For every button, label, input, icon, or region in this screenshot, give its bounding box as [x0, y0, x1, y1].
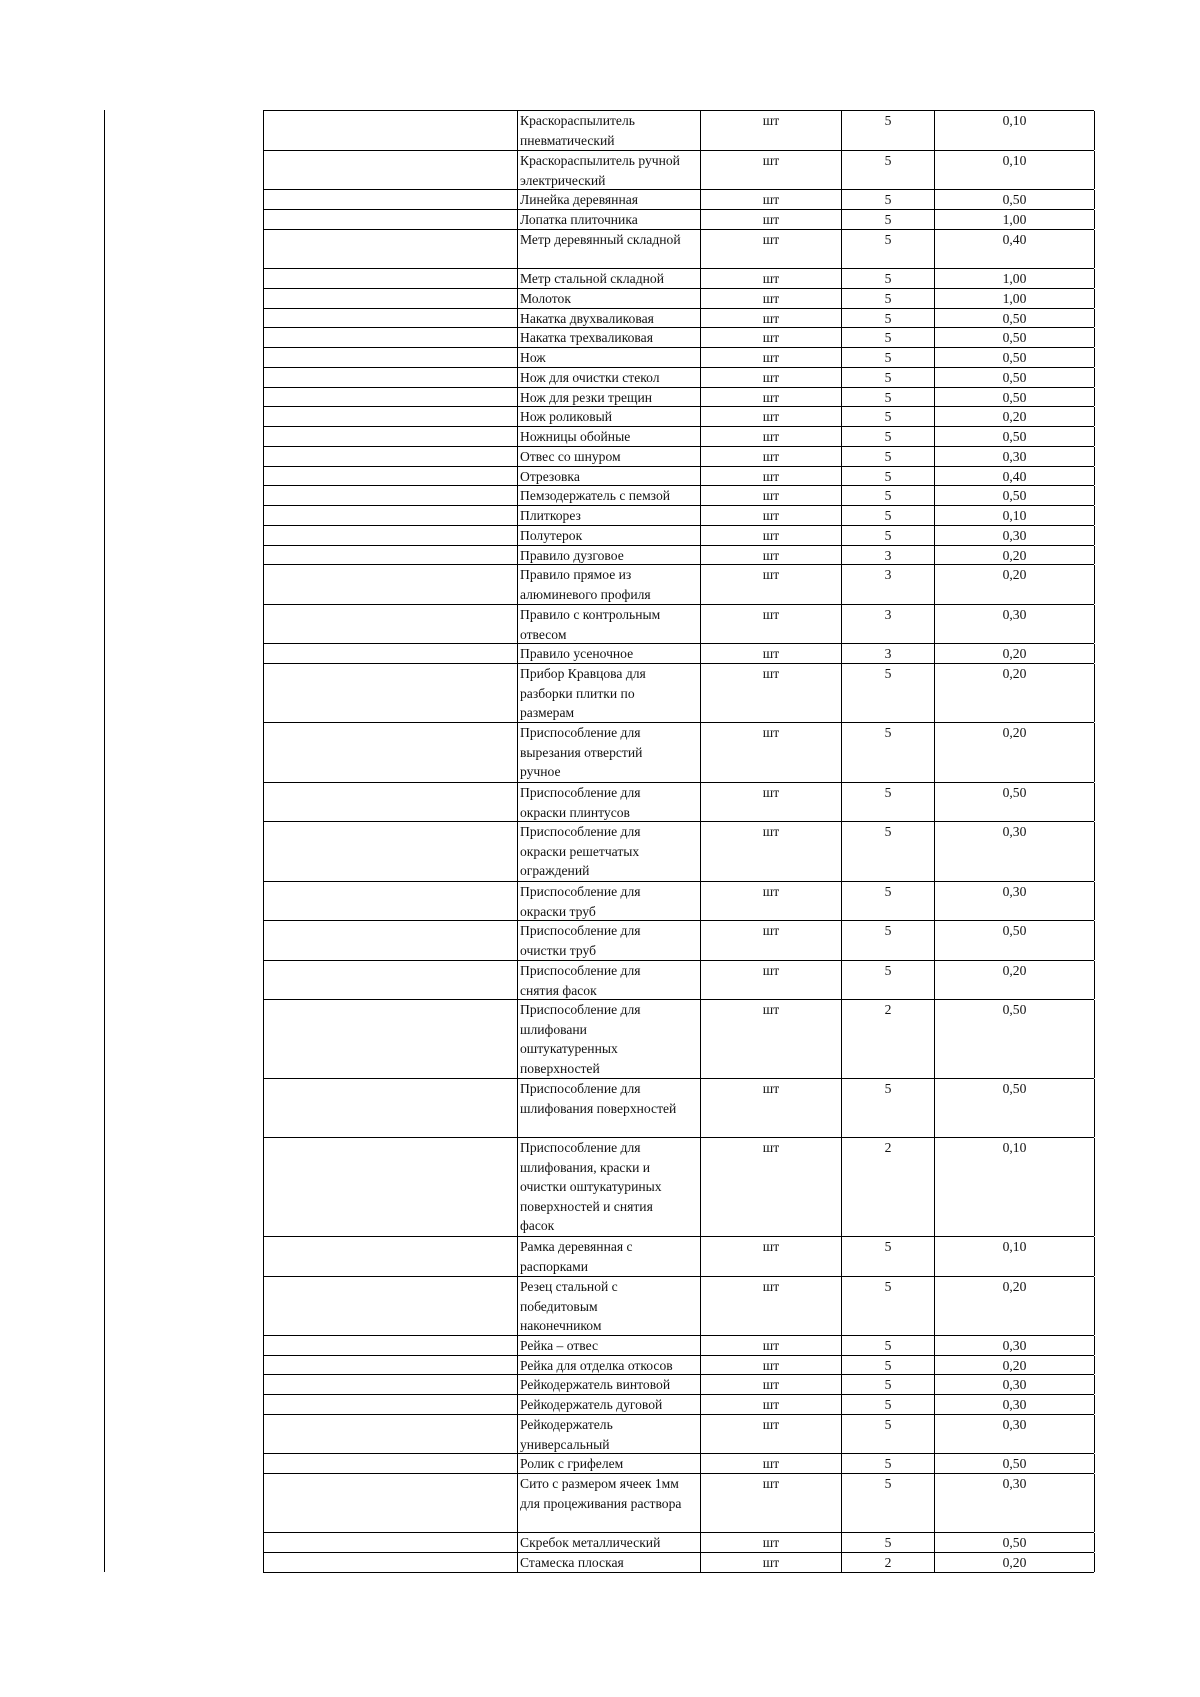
empty-cell	[264, 427, 518, 446]
tool-name-cell: Приспособление для шлифования, краски и очистки оштукатуриных поверхностей и снятия фасок	[518, 1138, 701, 1236]
empty-cell	[264, 388, 518, 406]
unit-cell: шт	[701, 1000, 842, 1078]
tool-name-cell: Нож	[518, 348, 701, 367]
tool-name-cell: Приспособление для вырезания отверстий ручное	[518, 723, 701, 782]
norm-cell: 0,10	[935, 1237, 1095, 1276]
unit-cell: шт	[701, 526, 842, 545]
norm-cell: 0,50	[935, 348, 1095, 367]
unit-cell: шт	[701, 269, 842, 288]
norm-cell: 0,40	[935, 230, 1095, 268]
norm-cell: 0,50	[935, 1454, 1095, 1473]
table-row	[263, 485, 1094, 505]
unit-cell: шт	[701, 309, 842, 327]
quantity-cell: 5	[842, 407, 935, 426]
tool-name-cell: Плиткорез	[518, 506, 701, 525]
table-row	[263, 268, 1094, 288]
norm-cell: 0,30	[935, 526, 1095, 545]
tool-name-cell: Молоток	[518, 289, 701, 308]
tool-name-cell: Ножницы обойные	[518, 427, 701, 446]
norm-cell: 0,40	[935, 467, 1095, 485]
unit-cell: шт	[701, 388, 842, 406]
quantity-cell: 3	[842, 565, 935, 604]
empty-cell	[264, 921, 518, 960]
unit-cell: шт	[701, 1415, 842, 1453]
table-row	[263, 1552, 1094, 1573]
empty-cell	[264, 1415, 518, 1453]
tool-name-cell: Стамеска плоская	[518, 1553, 701, 1572]
quantity-cell: 5	[842, 467, 935, 485]
empty-cell	[264, 1474, 518, 1532]
norm-cell: 0,20	[935, 407, 1095, 426]
tool-name-cell: Нож для очистки стекол	[518, 368, 701, 387]
norm-cell: 1,00	[935, 269, 1095, 288]
norm-cell: 0,20	[935, 644, 1095, 663]
empty-cell	[264, 723, 518, 782]
norm-cell: 0,20	[935, 1277, 1095, 1335]
table-row	[263, 604, 1094, 643]
tool-name-cell: Пемзодержатель с пемзой	[518, 486, 701, 505]
tool-name-cell: Резец стальной с победитовым наконечником	[518, 1277, 701, 1335]
norm-cell: 0,30	[935, 1474, 1095, 1532]
norm-cell: 0,30	[935, 447, 1095, 466]
table-row	[263, 525, 1094, 545]
quantity-cell: 5	[842, 111, 935, 150]
unit-cell: шт	[701, 190, 842, 209]
quantity-cell: 5	[842, 447, 935, 466]
quantity-cell: 5	[842, 1079, 935, 1137]
tool-name-cell: Правило с контрольным отвесом	[518, 605, 701, 643]
quantity-cell: 5	[842, 1474, 935, 1532]
tool-name-cell: Рейка для отделка откосов	[518, 1356, 701, 1374]
table-row	[263, 367, 1094, 387]
norm-cell: 0,10	[935, 1138, 1095, 1236]
unit-cell: шт	[701, 111, 842, 150]
unit-cell: шт	[701, 1336, 842, 1355]
empty-cell	[264, 546, 518, 564]
tool-name-cell: Приспособление для очистки труб	[518, 921, 701, 960]
norm-cell: 0,10	[935, 151, 1095, 189]
unit-cell: шт	[701, 1395, 842, 1414]
norm-cell: 0,50	[935, 921, 1095, 960]
quantity-cell: 5	[842, 368, 935, 387]
unit-cell: шт	[701, 1375, 842, 1394]
unit-cell: шт	[701, 1553, 842, 1572]
table-row	[263, 387, 1094, 406]
norm-cell: 1,00	[935, 210, 1095, 229]
norm-cell: 0,20	[935, 664, 1095, 722]
tool-name-cell: Приспособление для снятия фасок	[518, 961, 701, 999]
unit-cell: шт	[701, 882, 842, 920]
empty-cell	[264, 269, 518, 288]
tool-name-cell: Сито с размером ячеек 1мм для процеживания раствора	[518, 1474, 701, 1532]
empty-cell	[264, 111, 518, 150]
tool-name-cell: Приспособление для окраски решетчатых ограждений	[518, 822, 701, 881]
tool-name-cell: Линейка деревянная	[518, 190, 701, 209]
unit-cell: шт	[701, 427, 842, 446]
unit-cell: шт	[701, 447, 842, 466]
norm-cell: 0,10	[935, 506, 1095, 525]
quantity-cell: 5	[842, 506, 935, 525]
unit-cell: шт	[701, 407, 842, 426]
unit-cell: шт	[701, 565, 842, 604]
empty-cell	[264, 368, 518, 387]
unit-cell: шт	[701, 1138, 842, 1236]
table-row	[263, 1236, 1094, 1276]
table-row	[263, 505, 1094, 525]
tool-name-cell: Метр деревянный складной	[518, 230, 701, 268]
empty-cell	[264, 882, 518, 920]
empty-cell	[264, 1138, 518, 1236]
unit-cell: шт	[701, 1454, 842, 1473]
tool-name-cell: Накатка трехваликовая	[518, 328, 701, 347]
empty-cell	[264, 644, 518, 663]
norm-cell: 0,30	[935, 1415, 1095, 1453]
table-row	[263, 920, 1094, 960]
tool-name-cell: Нож роликовый	[518, 407, 701, 426]
empty-cell	[264, 664, 518, 722]
empty-cell	[264, 1375, 518, 1394]
empty-cell	[264, 447, 518, 466]
unit-cell: шт	[701, 605, 842, 643]
quantity-cell: 5	[842, 783, 935, 821]
quantity-cell: 5	[842, 486, 935, 505]
norm-cell: 0,50	[935, 388, 1095, 406]
table-row	[263, 643, 1094, 663]
quantity-cell: 3	[842, 644, 935, 663]
norm-cell: 0,30	[935, 1336, 1095, 1355]
unit-cell: шт	[701, 467, 842, 485]
empty-cell	[264, 822, 518, 881]
table-row	[263, 406, 1094, 426]
norm-cell: 0,20	[935, 961, 1095, 999]
empty-cell	[264, 210, 518, 229]
quantity-cell: 5	[842, 210, 935, 229]
norm-cell: 0,20	[935, 1356, 1095, 1374]
empty-cell	[264, 1237, 518, 1276]
tool-name-cell: Рейкодержатель универсальный	[518, 1415, 701, 1453]
unit-cell: шт	[701, 328, 842, 347]
quantity-cell: 5	[842, 328, 935, 347]
unit-cell: шт	[701, 368, 842, 387]
norm-cell: 0,20	[935, 723, 1095, 782]
norm-cell: 0,50	[935, 1079, 1095, 1137]
quantity-cell: 5	[842, 427, 935, 446]
norm-cell: 0,10	[935, 111, 1095, 150]
empty-cell	[264, 230, 518, 268]
table-row	[263, 1078, 1094, 1137]
quantity-cell: 5	[842, 1415, 935, 1453]
tool-name-cell: Отвес со шнуром	[518, 447, 701, 466]
table-row	[263, 426, 1094, 446]
table-row	[263, 327, 1094, 347]
quantity-cell: 5	[842, 190, 935, 209]
page-margin-rule	[104, 110, 105, 1572]
tool-name-cell: Краскораспылитель ручной электрический	[518, 151, 701, 189]
tools-table	[263, 110, 1094, 1572]
tool-name-cell: Прибор Кравцова для разборки плитки по размерам	[518, 664, 701, 722]
quantity-cell: 5	[842, 1237, 935, 1276]
empty-cell	[264, 486, 518, 505]
empty-cell	[264, 407, 518, 426]
table-row	[263, 1137, 1094, 1236]
norm-cell: 0,50	[935, 427, 1095, 446]
quantity-cell: 5	[842, 723, 935, 782]
empty-cell	[264, 1533, 518, 1552]
empty-cell	[264, 1079, 518, 1137]
norm-cell: 0,20	[935, 565, 1095, 604]
unit-cell: шт	[701, 486, 842, 505]
tool-name-cell: Полутерок	[518, 526, 701, 545]
table-row	[263, 209, 1094, 229]
tool-name-cell: Скребок металлический	[518, 1533, 701, 1552]
norm-cell: 0,50	[935, 368, 1095, 387]
table-row	[263, 821, 1094, 881]
empty-cell	[264, 506, 518, 525]
quantity-cell: 2	[842, 1000, 935, 1078]
quantity-cell: 2	[842, 1553, 935, 1572]
norm-cell: 0,50	[935, 190, 1095, 209]
quantity-cell: 5	[842, 1336, 935, 1355]
quantity-cell: 5	[842, 1375, 935, 1394]
tool-name-cell: Нож для резки трещин	[518, 388, 701, 406]
table-row	[263, 960, 1094, 999]
tool-name-cell: Правило дузговое	[518, 546, 701, 564]
table-row	[263, 1394, 1094, 1414]
norm-cell: 1,00	[935, 289, 1095, 308]
empty-cell	[264, 348, 518, 367]
empty-cell	[264, 328, 518, 347]
empty-cell	[264, 526, 518, 545]
quantity-cell: 3	[842, 546, 935, 564]
unit-cell: шт	[701, 961, 842, 999]
table-row	[263, 1276, 1094, 1335]
quantity-cell: 5	[842, 822, 935, 881]
quantity-cell: 5	[842, 1533, 935, 1552]
norm-cell: 0,20	[935, 546, 1095, 564]
tool-name-cell: Лопатка плиточника	[518, 210, 701, 229]
quantity-cell: 5	[842, 1454, 935, 1473]
tool-name-cell: Рамка деревянная с распорками	[518, 1237, 701, 1276]
unit-cell: шт	[701, 1079, 842, 1137]
norm-cell: 0,20	[935, 1553, 1095, 1572]
table-row	[263, 110, 1094, 150]
tool-name-cell: Приспособление для окраски труб	[518, 882, 701, 920]
empty-cell	[264, 783, 518, 821]
unit-cell: шт	[701, 1237, 842, 1276]
empty-cell	[264, 309, 518, 327]
unit-cell: шт	[701, 664, 842, 722]
table-row	[263, 229, 1094, 268]
table-row	[263, 564, 1094, 604]
table-row	[263, 722, 1094, 782]
unit-cell: шт	[701, 506, 842, 525]
empty-cell	[264, 1553, 518, 1572]
table-row	[263, 466, 1094, 485]
tool-name-cell: Краскораспылитель пневматический	[518, 111, 701, 150]
table-row	[263, 308, 1094, 327]
quantity-cell: 5	[842, 348, 935, 367]
quantity-cell: 2	[842, 1138, 935, 1236]
table-row	[263, 999, 1094, 1078]
unit-cell: шт	[701, 289, 842, 308]
quantity-cell: 5	[842, 151, 935, 189]
quantity-cell: 5	[842, 526, 935, 545]
quantity-cell: 5	[842, 289, 935, 308]
unit-cell: шт	[701, 348, 842, 367]
quantity-cell: 5	[842, 230, 935, 268]
quantity-cell: 5	[842, 1395, 935, 1414]
empty-cell	[264, 1000, 518, 1078]
quantity-cell: 5	[842, 882, 935, 920]
norm-cell: 0,30	[935, 1395, 1095, 1414]
table-row	[263, 1473, 1094, 1532]
quantity-cell: 3	[842, 605, 935, 643]
empty-cell	[264, 1356, 518, 1374]
tool-name-cell: Метр стальной складной	[518, 269, 701, 288]
empty-cell	[264, 605, 518, 643]
unit-cell: шт	[701, 230, 842, 268]
quantity-cell: 5	[842, 1277, 935, 1335]
norm-cell: 0,30	[935, 605, 1095, 643]
norm-cell: 0,30	[935, 882, 1095, 920]
empty-cell	[264, 289, 518, 308]
empty-cell	[264, 961, 518, 999]
quantity-cell: 5	[842, 921, 935, 960]
table-row	[263, 1374, 1094, 1394]
norm-cell: 0,50	[935, 1000, 1095, 1078]
table-row	[263, 1414, 1094, 1453]
norm-cell: 0,50	[935, 328, 1095, 347]
tool-name-cell: Рейкодержатель дуговой	[518, 1395, 701, 1414]
norm-cell: 0,50	[935, 1533, 1095, 1552]
tool-name-cell: Ролик с грифелем	[518, 1454, 701, 1473]
table-row	[263, 189, 1094, 209]
table-row	[263, 288, 1094, 308]
tool-name-cell: Рейкодержатель винтовой	[518, 1375, 701, 1394]
norm-cell: 0,50	[935, 309, 1095, 327]
tool-name-cell: Отрезовка	[518, 467, 701, 485]
unit-cell: шт	[701, 644, 842, 663]
unit-cell: шт	[701, 1356, 842, 1374]
quantity-cell: 5	[842, 961, 935, 999]
norm-cell: 0,50	[935, 486, 1095, 505]
table-row	[263, 150, 1094, 189]
table-row	[263, 1355, 1094, 1374]
empty-cell	[264, 1336, 518, 1355]
table-row	[263, 782, 1094, 821]
quantity-cell: 5	[842, 269, 935, 288]
quantity-cell: 5	[842, 1356, 935, 1374]
table-row	[263, 347, 1094, 367]
unit-cell: шт	[701, 783, 842, 821]
table-row	[263, 545, 1094, 564]
empty-cell	[264, 1277, 518, 1335]
table-row	[263, 1453, 1094, 1473]
unit-cell: шт	[701, 921, 842, 960]
unit-cell: шт	[701, 822, 842, 881]
table-row	[263, 881, 1094, 920]
unit-cell: шт	[701, 1277, 842, 1335]
table-row	[263, 663, 1094, 722]
unit-cell: шт	[701, 723, 842, 782]
unit-cell: шт	[701, 1474, 842, 1532]
tool-name-cell: Приспособление для шлифовани оштукатуренных поверхностей	[518, 1000, 701, 1078]
unit-cell: шт	[701, 546, 842, 564]
empty-cell	[264, 565, 518, 604]
tool-name-cell: Правило усеночное	[518, 644, 701, 663]
table-row	[263, 1335, 1094, 1355]
norm-cell: 0,50	[935, 783, 1095, 821]
table-row	[263, 1532, 1094, 1552]
unit-cell: шт	[701, 151, 842, 189]
table-row	[263, 446, 1094, 466]
quantity-cell: 5	[842, 388, 935, 406]
norm-cell: 0,30	[935, 822, 1095, 881]
quantity-cell: 5	[842, 664, 935, 722]
empty-cell	[264, 1454, 518, 1473]
tool-name-cell: Рейка – отвес	[518, 1336, 701, 1355]
tool-name-cell: Приспособление для шлифования поверхностей	[518, 1079, 701, 1137]
quantity-cell: 5	[842, 309, 935, 327]
empty-cell	[264, 151, 518, 189]
empty-cell	[264, 1395, 518, 1414]
unit-cell: шт	[701, 210, 842, 229]
unit-cell: шт	[701, 1533, 842, 1552]
tool-name-cell: Правило прямое из алюминевого профиля	[518, 565, 701, 604]
norm-cell: 0,30	[935, 1375, 1095, 1394]
tool-name-cell: Накатка двухваликовая	[518, 309, 701, 327]
empty-cell	[264, 190, 518, 209]
empty-cell	[264, 467, 518, 485]
tool-name-cell: Приспособление для окраски плинтусов	[518, 783, 701, 821]
